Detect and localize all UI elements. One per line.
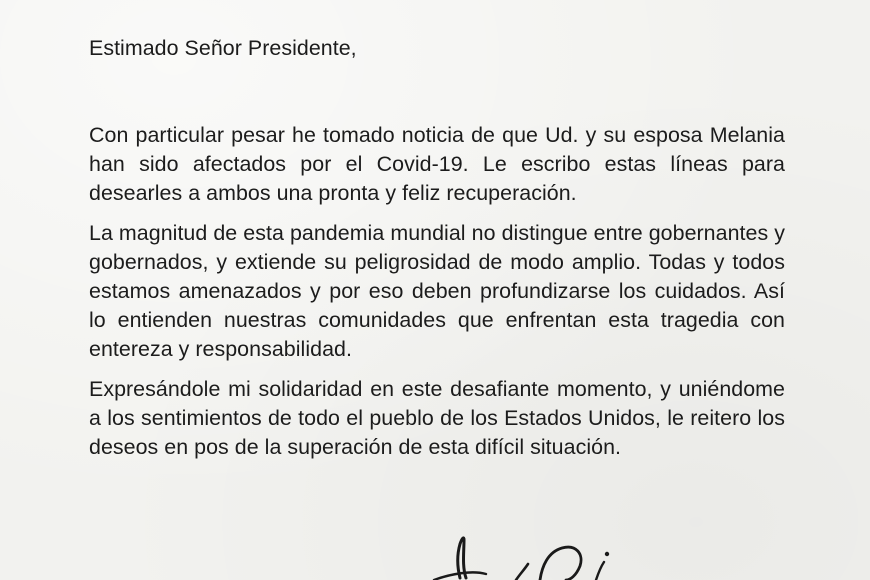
paragraph-2: La magnitud de esta pandemia mundial no distingue entre gobernantes y gobernados, y extiende su peligrosidad de modo amplio. Todas y todos estamos amenazados y por eso deben profundizarse los cuidados. Así lo entienden nuestras comunidades que enfrentan esta tragedia con entereza y responsabilidad. [89, 221, 785, 361]
letter-body [89, 34, 785, 462]
paragraph-3: Expresándole mi solidaridad en este desafiante momento, y uniéndome a los sentimientos de todo el pueblo de los Estados Unidos, le reitero los deseos en pos de la superación de esta difícil situación. [89, 377, 785, 459]
handwritten-signature [420, 530, 680, 580]
paragraph-1: Con particular pesar he tomado noticia de que Ud. y su esposa Melania han sido afectados por el Covid-19. Le escribo estas líneas para desearles a ambos una pronta y feliz recuperación. [89, 123, 785, 205]
salutation: Estimado Señor Presidente, [89, 36, 357, 60]
